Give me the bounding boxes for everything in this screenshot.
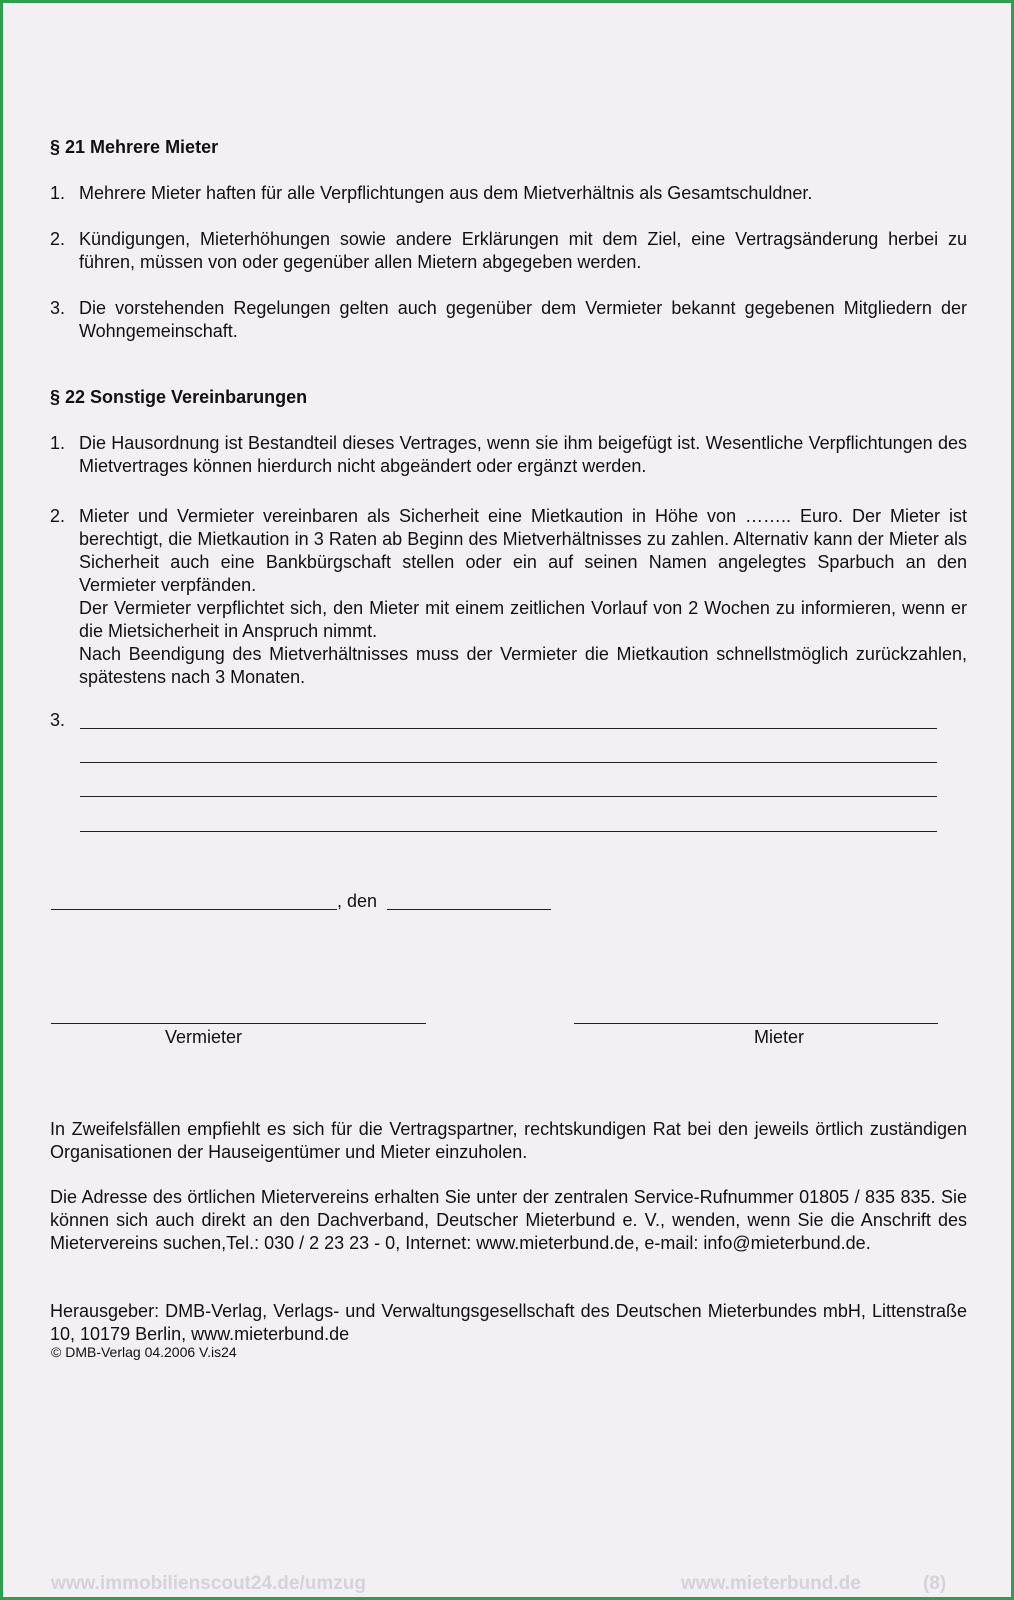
address-paragraph: Die Adresse des örtlichen Mietervereins erhalten Sie unter der zentralen Service-Rufnummer 01805 / 835 835. Sie können sich auch direkt an den Dachverband, Deutscher Mieterbund e. V., wenden, wenn Sie die Anschrift des Mietervereins suchen,Tel.: 030 / 2 23 23 - 0, Internet: www.mieterbund.de, e-mail: info@mieterbund.de.	[50, 1187, 967, 1253]
place-line[interactable]	[51, 909, 337, 910]
landlord-label: Vermieter	[164, 1027, 243, 1047]
publisher-paragraph: Herausgeber: DMB-Verlag, Verlags- und Verwaltungsgesellschaft des Deutschen Mieterbundes mbH, Littenstraße 10, 10179 Berlin, www.mieterbund.de	[50, 1301, 967, 1344]
section-22-item-3-number: 3.	[50, 710, 66, 730]
advice-paragraph: In Zweifelsfällen empfiehlt es sich für die Vertragspartner, rechtskundigen Rat bei den jeweils örtlich zuständigen Organisationen der Hauseigentümer und Mieter einzuholen.	[50, 1119, 967, 1162]
landlord-signature-line[interactable]	[51, 1023, 426, 1024]
section-21-item-2	[50, 228, 967, 274]
blank-line-2[interactable]	[80, 762, 937, 763]
item-number: 2.	[50, 229, 66, 249]
item-text-notice: Der Vermieter verpflichtet sich, den Mieter mit einem zeitlichen Vorlauf von 2 Wochen zu informieren, wenn er die Mietsicherheit in Anspruch nimmt.	[79, 598, 967, 641]
page-number: (8)	[923, 1573, 947, 1594]
item-text: Die Hausordnung ist Bestandteil dieses Vertrages, wenn sie ihm beigefügt ist. Wesentliche Verpflichtungen des Mietvertrages können hierdurch nicht abgeändert oder ergänzt werden.	[79, 433, 967, 476]
date-line[interactable]	[387, 909, 551, 910]
item-text: Kündigungen, Mieterhöhungen sowie andere Erklärungen mit dem Ziel, eine Vertragsänderung herbei zu führen, müssen von oder gegenüber allen Mietern abgegeben werden.	[79, 229, 967, 272]
section-21-item-3	[50, 297, 967, 343]
section-21-item-1	[50, 182, 967, 205]
den-label: , den	[337, 891, 378, 911]
item-text-refund: Nach Beendigung des Mietverhältnisses muss der Vermieter die Mietkaution schnellstmöglich zurückzahlen, spätestens nach 3 Monaten.	[79, 644, 967, 687]
copyright-text: © DMB-Verlag 04.2006 V.is24	[51, 1344, 237, 1360]
section-22-heading: § 22 Sonstige Vereinbarungen	[50, 387, 308, 407]
section-22-item-2	[50, 505, 967, 689]
blank-line-3[interactable]	[80, 796, 937, 797]
tenant-signature-line[interactable]	[574, 1023, 938, 1024]
item-text-deposit: Mieter und Vermieter vereinbaren als Sicherheit eine Mietkaution in Höhe von …….. Euro. Der Mieter ist berechtigt, die Mietkaution in 3 Raten ab Beginn des Mietverhältnisses zu zahlen. Alternativ kann der Mieter als Sicherheit auch eine Bankbürgschaft stellen oder ein auf seinen Namen angelegtes Sparbuch an den Vermieter verpfänden.	[79, 506, 967, 595]
item-number: 3.	[50, 298, 66, 318]
item-number: 1.	[50, 433, 66, 453]
section-22-item-1	[50, 432, 967, 478]
item-number: 2.	[50, 506, 66, 526]
item-number: 1.	[50, 183, 66, 203]
item-text: Mehrere Mieter haften für alle Verpflichtungen aus dem Mietverhältnis als Gesamtschuldner.	[79, 183, 813, 203]
blank-line-1[interactable]	[80, 728, 937, 729]
section-21-heading: § 21 Mehrere Mieter	[50, 137, 219, 157]
item-text: Die vorstehenden Regelungen gelten auch gegenüber dem Vermieter bekannt gegebenen Mitgliedern der Wohngemeinschaft.	[79, 298, 967, 341]
tenant-label: Mieter	[753, 1027, 804, 1047]
footer-left-url: www.immobilienscout24.de/umzug	[51, 1573, 366, 1594]
footer-right-url: www.mieterbund.de	[681, 1573, 861, 1594]
blank-line-4[interactable]	[80, 831, 937, 832]
